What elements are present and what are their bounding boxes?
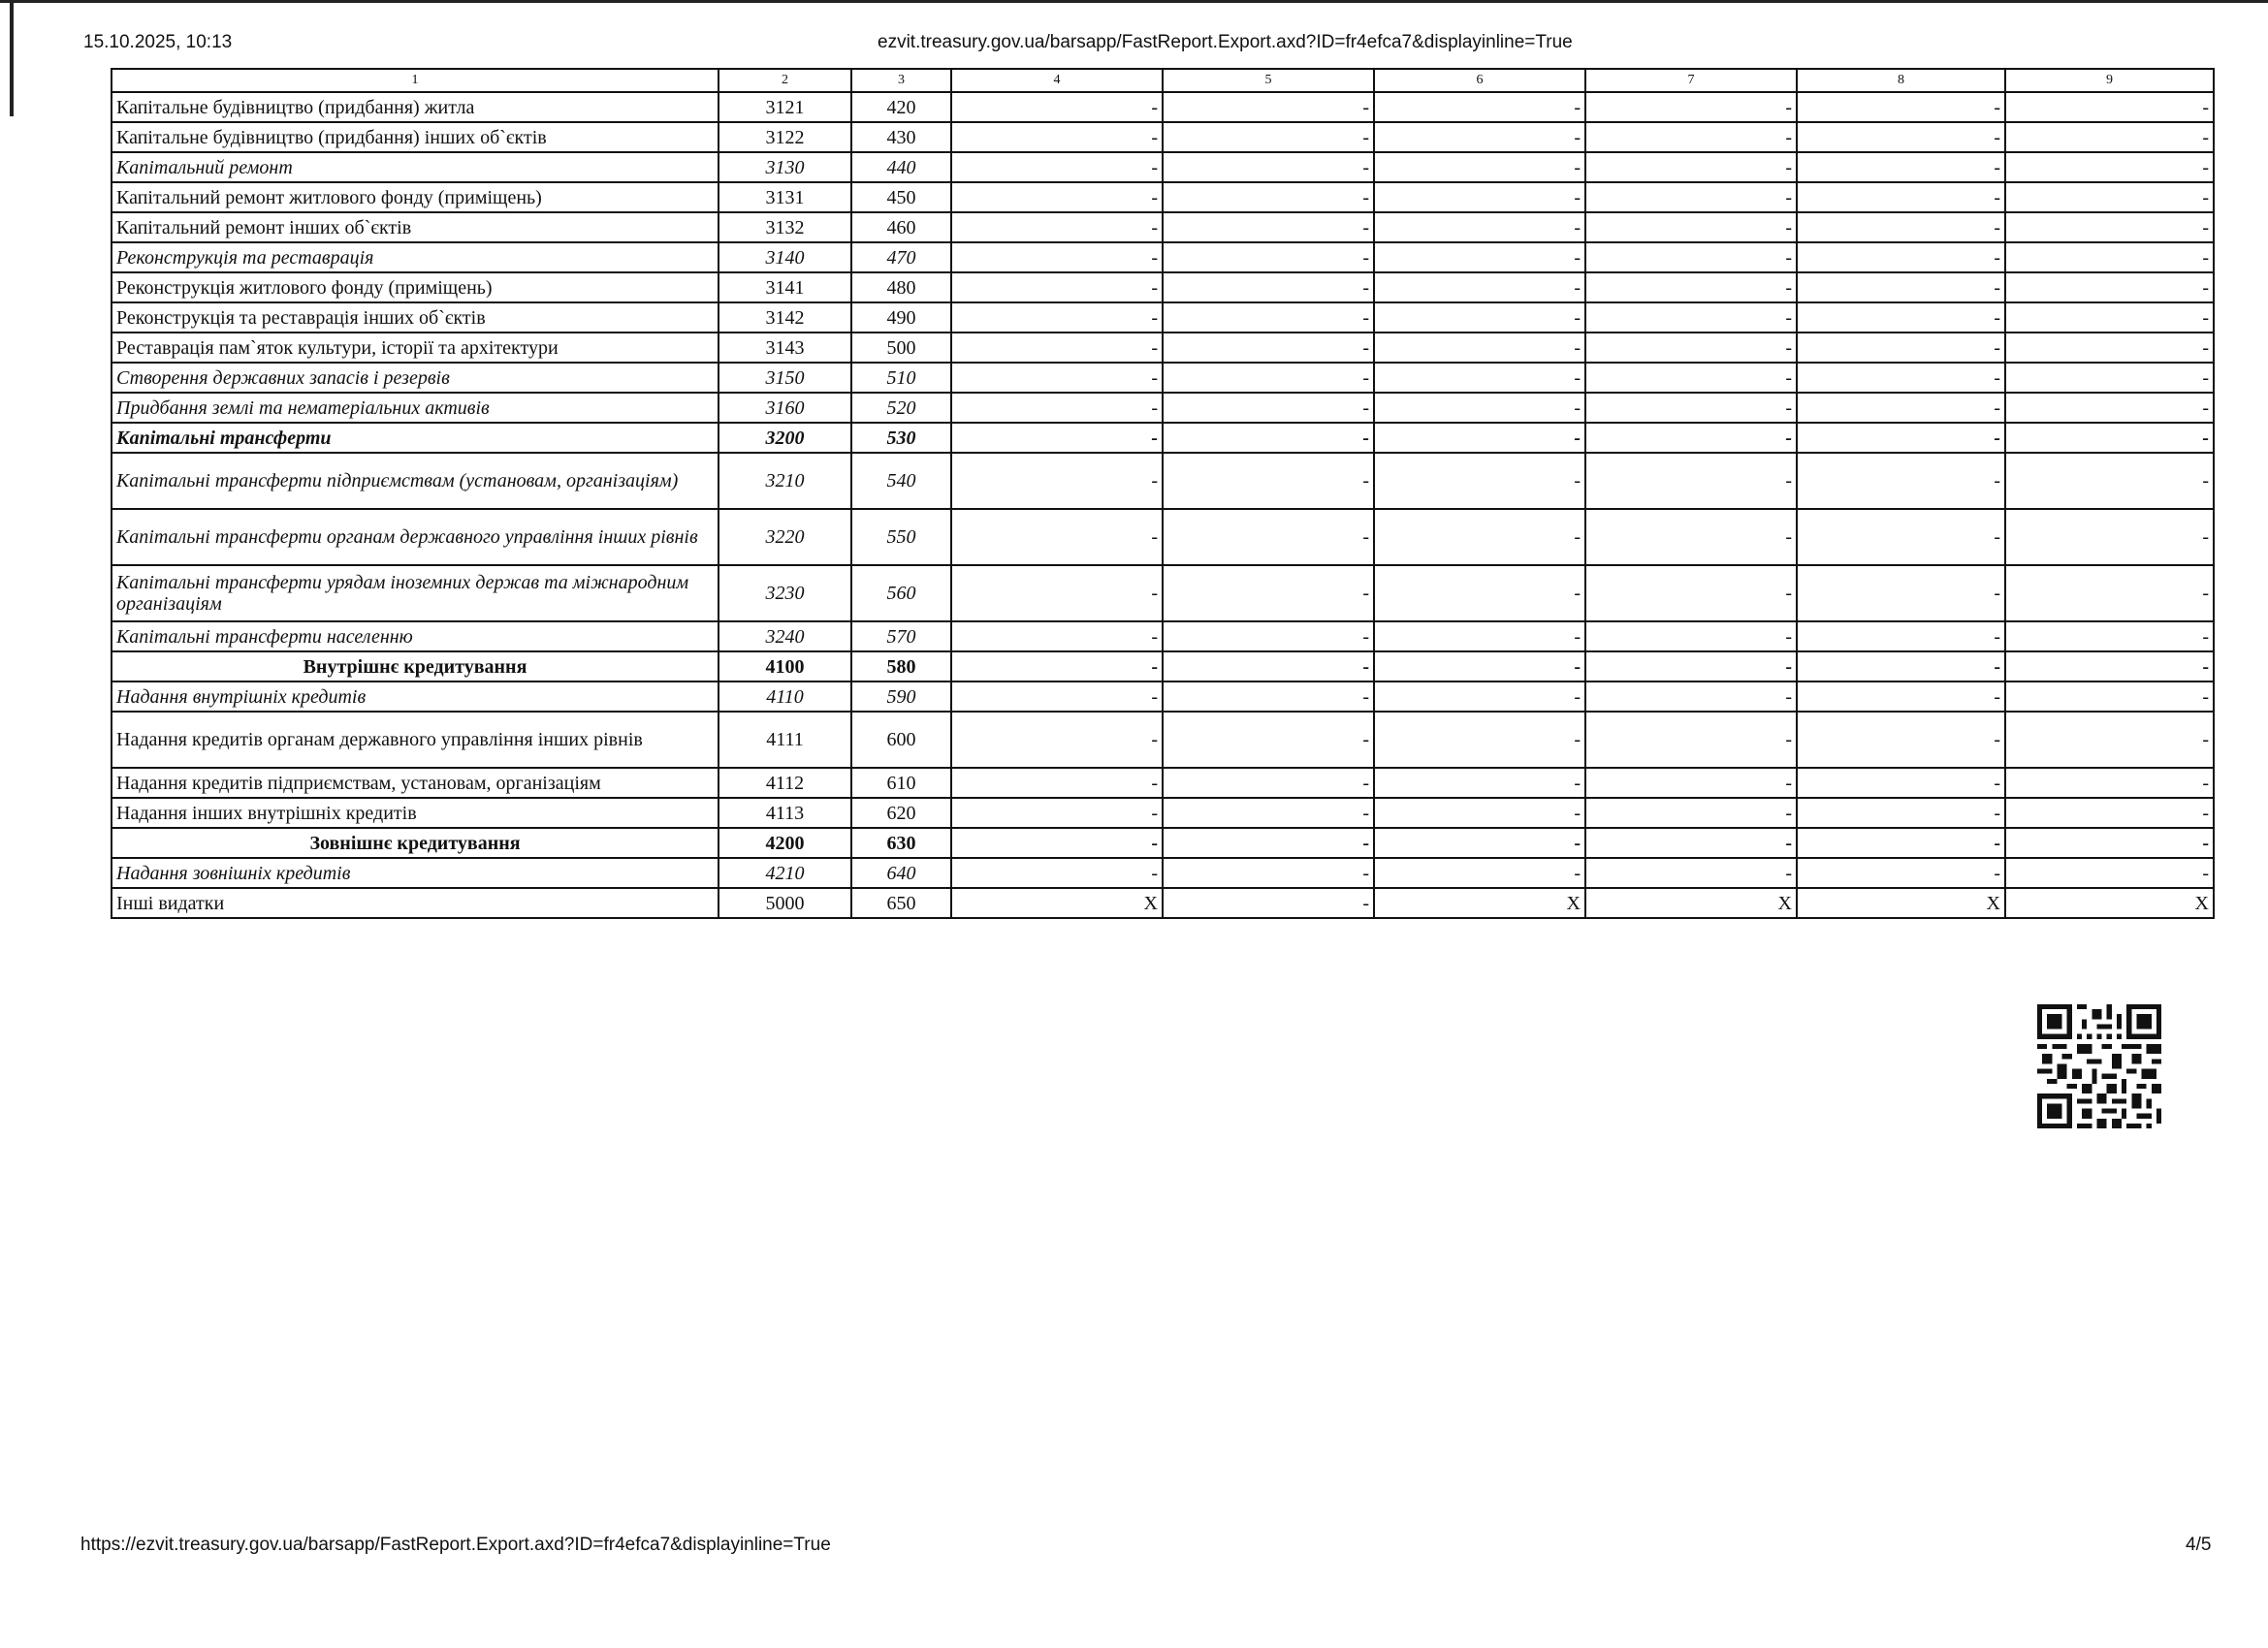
value-cell: - — [1585, 122, 1797, 152]
value-cell: - — [2005, 828, 2214, 858]
value-cell: - — [2005, 453, 2214, 509]
value-cell: - — [951, 858, 1163, 888]
table-row — [112, 681, 2214, 712]
value-cell: - — [2005, 272, 2214, 302]
value-cell: - — [1797, 122, 2005, 152]
value-cell: - — [1374, 712, 1585, 768]
value-cell: - — [1163, 453, 1374, 509]
economic-code: 4200 — [719, 828, 851, 858]
value-cell: - — [1585, 333, 1797, 363]
row-label: Капітальні трансферти органам державного управління інших рівнів — [112, 509, 719, 565]
value-cell: - — [1163, 621, 1374, 651]
line-code: 580 — [851, 651, 951, 681]
column-number: 5 — [1163, 69, 1374, 92]
row-label: Реставрація пам`яток культури, історії та архітектури — [112, 333, 719, 363]
line-code: 620 — [851, 798, 951, 828]
economic-code: 3132 — [719, 212, 851, 242]
economic-code: 3141 — [719, 272, 851, 302]
table-row — [112, 768, 2214, 798]
table-row — [112, 363, 2214, 393]
value-cell: - — [1163, 182, 1374, 212]
economic-code: 3122 — [719, 122, 851, 152]
value-cell: - — [1797, 509, 2005, 565]
value-cell: - — [1163, 272, 1374, 302]
value-cell: - — [1585, 798, 1797, 828]
value-cell: - — [1585, 92, 1797, 122]
value-cell: - — [1585, 453, 1797, 509]
value-cell: - — [1374, 333, 1585, 363]
table-row — [112, 509, 2214, 565]
value-cell: - — [2005, 423, 2214, 453]
line-code: 600 — [851, 712, 951, 768]
line-code: 610 — [851, 768, 951, 798]
column-number: 7 — [1585, 69, 1797, 92]
value-cell: - — [951, 565, 1163, 621]
line-code: 530 — [851, 423, 951, 453]
row-label: Надання кредитів підприємствам, установам, організаціям — [112, 768, 719, 798]
column-number: 1 — [112, 69, 719, 92]
value-cell: - — [1374, 509, 1585, 565]
table-row — [112, 712, 2214, 768]
value-cell: - — [1374, 768, 1585, 798]
value-cell: - — [1797, 768, 2005, 798]
value-cell: - — [951, 272, 1163, 302]
economic-code: 3131 — [719, 182, 851, 212]
table-row — [112, 122, 2214, 152]
value-cell: - — [1374, 302, 1585, 333]
row-label: Надання кредитів органам державного управління інших рівнів — [112, 712, 719, 768]
value-cell: - — [1797, 453, 2005, 509]
value-cell: - — [1374, 363, 1585, 393]
column-number: 9 — [2005, 69, 2214, 92]
value-cell: - — [951, 302, 1163, 333]
value-cell: - — [2005, 651, 2214, 681]
value-cell: - — [1374, 122, 1585, 152]
value-cell: X — [1374, 888, 1585, 918]
line-code: 480 — [851, 272, 951, 302]
value-cell: - — [1163, 242, 1374, 272]
economic-code: 3160 — [719, 393, 851, 423]
value-cell: - — [1797, 423, 2005, 453]
value-cell: - — [951, 509, 1163, 565]
economic-code: 3240 — [719, 621, 851, 651]
value-cell: - — [1374, 182, 1585, 212]
value-cell: - — [1163, 681, 1374, 712]
row-label: Реконструкція житлового фонду (приміщень) — [112, 272, 719, 302]
footer-url: https://ezvit.treasury.gov.ua/barsapp/FastReport.Export.axd?ID=fr4efca7&displayinline=True — [80, 1535, 831, 1555]
value-cell: - — [951, 621, 1163, 651]
value-cell: - — [1797, 302, 2005, 333]
value-cell: - — [1163, 423, 1374, 453]
value-cell: - — [1163, 302, 1374, 333]
column-number: 4 — [951, 69, 1163, 92]
value-cell: - — [1797, 363, 2005, 393]
economic-code: 4112 — [719, 768, 851, 798]
value-cell: - — [1163, 888, 1374, 918]
value-cell: - — [1797, 333, 2005, 363]
value-cell: - — [1797, 565, 2005, 621]
value-cell: - — [951, 363, 1163, 393]
row-label: Створення державних запасів і резервів — [112, 363, 719, 393]
value-cell: - — [951, 212, 1163, 242]
value-cell: - — [1163, 363, 1374, 393]
value-cell: - — [1585, 302, 1797, 333]
row-label: Капітальний ремонт житлового фонду (приміщень) — [112, 182, 719, 212]
economic-code: 4210 — [719, 858, 851, 888]
value-cell: - — [1585, 651, 1797, 681]
value-cell: - — [1163, 651, 1374, 681]
value-cell: - — [951, 92, 1163, 122]
value-cell: - — [951, 122, 1163, 152]
value-cell: - — [2005, 302, 2214, 333]
table-row — [112, 242, 2214, 272]
value-cell: - — [1797, 152, 2005, 182]
value-cell: - — [951, 333, 1163, 363]
value-cell: - — [1585, 712, 1797, 768]
economic-code: 3200 — [719, 423, 851, 453]
value-cell: - — [1585, 393, 1797, 423]
header-url: ezvit.treasury.gov.ua/barsapp/FastReport.Export.axd?ID=fr4efca7&displayinline=True — [878, 32, 1573, 52]
value-cell: - — [2005, 92, 2214, 122]
economic-code: 5000 — [719, 888, 851, 918]
table-row — [112, 182, 2214, 212]
value-cell: - — [1797, 92, 2005, 122]
value-cell: - — [1797, 212, 2005, 242]
line-code: 520 — [851, 393, 951, 423]
table-row — [112, 272, 2214, 302]
table-row — [112, 423, 2214, 453]
table-row — [112, 621, 2214, 651]
economic-code: 4113 — [719, 798, 851, 828]
value-cell: - — [1585, 212, 1797, 242]
value-cell: - — [1585, 423, 1797, 453]
value-cell: - — [1797, 798, 2005, 828]
value-cell: - — [1374, 681, 1585, 712]
row-label: Капітальні трансферти підприємствам (установам, організаціям) — [112, 453, 719, 509]
value-cell: - — [1374, 798, 1585, 828]
value-cell: - — [1797, 621, 2005, 651]
value-cell: - — [1163, 828, 1374, 858]
value-cell: - — [1585, 182, 1797, 212]
value-cell: - — [951, 768, 1163, 798]
value-cell: - — [1585, 272, 1797, 302]
row-label: Капітальний ремонт інших об`єктів — [112, 212, 719, 242]
column-number: 8 — [1797, 69, 2005, 92]
line-code: 440 — [851, 152, 951, 182]
line-code: 470 — [851, 242, 951, 272]
economic-code: 3142 — [719, 302, 851, 333]
column-number: 6 — [1374, 69, 1585, 92]
value-cell: - — [951, 182, 1163, 212]
value-cell: - — [2005, 122, 2214, 152]
value-cell: - — [1585, 152, 1797, 182]
value-cell: - — [1374, 858, 1585, 888]
value-cell: - — [1163, 152, 1374, 182]
value-cell: - — [1585, 768, 1797, 798]
economic-code: 4111 — [719, 712, 851, 768]
line-code: 550 — [851, 509, 951, 565]
page-number: 4/5 — [2186, 1535, 2212, 1555]
value-cell: - — [1797, 272, 2005, 302]
table-row — [112, 888, 2214, 918]
line-code: 510 — [851, 363, 951, 393]
line-code: 490 — [851, 302, 951, 333]
row-label: Капітальні трансферти — [112, 423, 719, 453]
expenditure-table — [111, 68, 2215, 919]
value-cell: - — [1797, 651, 2005, 681]
line-code: 500 — [851, 333, 951, 363]
value-cell: - — [1374, 272, 1585, 302]
column-number: 3 — [851, 69, 951, 92]
value-cell: - — [951, 798, 1163, 828]
value-cell: - — [1585, 509, 1797, 565]
value-cell: - — [2005, 798, 2214, 828]
value-cell: - — [1585, 565, 1797, 621]
row-label: Придбання землі та нематеріальних активів — [112, 393, 719, 423]
value-cell: - — [1374, 651, 1585, 681]
value-cell: - — [2005, 509, 2214, 565]
economic-code: 3220 — [719, 509, 851, 565]
economic-code: 3130 — [719, 152, 851, 182]
value-cell: - — [951, 681, 1163, 712]
line-code: 560 — [851, 565, 951, 621]
value-cell: - — [2005, 621, 2214, 651]
economic-code: 3140 — [719, 242, 851, 272]
value-cell: - — [2005, 333, 2214, 363]
value-cell: - — [1163, 712, 1374, 768]
row-label: Капітальне будівництво (придбання) житла — [112, 92, 719, 122]
value-cell: - — [1585, 621, 1797, 651]
value-cell: - — [951, 453, 1163, 509]
value-cell: X — [1585, 888, 1797, 918]
value-cell: - — [2005, 363, 2214, 393]
value-cell: - — [1163, 768, 1374, 798]
value-cell: - — [1585, 681, 1797, 712]
value-cell: - — [1797, 242, 2005, 272]
value-cell: - — [951, 393, 1163, 423]
value-cell: - — [1163, 509, 1374, 565]
table-row — [112, 453, 2214, 509]
value-cell: - — [1163, 92, 1374, 122]
value-cell: - — [1585, 242, 1797, 272]
economic-code: 3121 — [719, 92, 851, 122]
line-code: 640 — [851, 858, 951, 888]
line-code: 650 — [851, 888, 951, 918]
table-row — [112, 212, 2214, 242]
line-code: 570 — [851, 621, 951, 651]
value-cell: - — [1374, 393, 1585, 423]
table-row — [112, 651, 2214, 681]
value-cell: - — [1163, 393, 1374, 423]
value-cell: - — [951, 423, 1163, 453]
value-cell: - — [2005, 152, 2214, 182]
line-code: 590 — [851, 681, 951, 712]
value-cell: - — [1163, 798, 1374, 828]
value-cell: - — [2005, 182, 2214, 212]
economic-code: 3230 — [719, 565, 851, 621]
row-label: Реконструкція та реставрація — [112, 242, 719, 272]
line-code: 450 — [851, 182, 951, 212]
row-label: Капітальні трансферти населенню — [112, 621, 719, 651]
table-row — [112, 393, 2214, 423]
table-row — [112, 333, 2214, 363]
qr-code-image — [2037, 1004, 2161, 1128]
table-row — [112, 565, 2214, 621]
value-cell: - — [2005, 242, 2214, 272]
value-cell: - — [2005, 858, 2214, 888]
line-code: 540 — [851, 453, 951, 509]
value-cell: - — [1797, 858, 2005, 888]
value-cell: - — [951, 152, 1163, 182]
value-cell: - — [1797, 712, 2005, 768]
value-cell: - — [1374, 828, 1585, 858]
row-label: Надання зовнішніх кредитів — [112, 858, 719, 888]
row-label: Зовнішнє кредитування — [112, 828, 719, 858]
value-cell: X — [2005, 888, 2214, 918]
value-cell: X — [951, 888, 1163, 918]
value-cell: - — [1374, 565, 1585, 621]
value-cell: - — [1374, 423, 1585, 453]
value-cell: X — [1797, 888, 2005, 918]
economic-code: 3150 — [719, 363, 851, 393]
value-cell: - — [2005, 768, 2214, 798]
value-cell: - — [1163, 122, 1374, 152]
row-label: Капітальне будівництво (придбання) інших об`єктів — [112, 122, 719, 152]
value-cell: - — [2005, 681, 2214, 712]
economic-code: 4110 — [719, 681, 851, 712]
value-cell: - — [2005, 712, 2214, 768]
value-cell: - — [1163, 858, 1374, 888]
table-row — [112, 302, 2214, 333]
row-label: Надання інших внутрішніх кредитів — [112, 798, 719, 828]
column-number-row — [112, 69, 2214, 92]
value-cell: - — [951, 712, 1163, 768]
value-cell: - — [1797, 393, 2005, 423]
value-cell: - — [2005, 393, 2214, 423]
value-cell: - — [1163, 212, 1374, 242]
economic-code: 3210 — [719, 453, 851, 509]
row-label: Капітальні трансферти урядам іноземних держав та міжнародним організаціям — [112, 565, 719, 621]
row-label: Надання внутрішніх кредитів — [112, 681, 719, 712]
row-label: Реконструкція та реставрація інших об`єктів — [112, 302, 719, 333]
value-cell: - — [951, 651, 1163, 681]
value-cell: - — [1585, 858, 1797, 888]
row-label: Капітальний ремонт — [112, 152, 719, 182]
value-cell: - — [2005, 212, 2214, 242]
value-cell: - — [951, 828, 1163, 858]
value-cell: - — [951, 242, 1163, 272]
table-row — [112, 92, 2214, 122]
economic-code: 4100 — [719, 651, 851, 681]
line-code: 460 — [851, 212, 951, 242]
line-code: 420 — [851, 92, 951, 122]
value-cell: - — [1797, 828, 2005, 858]
economic-code: 3143 — [719, 333, 851, 363]
table-row — [112, 858, 2214, 888]
table-row — [112, 828, 2214, 858]
value-cell: - — [1374, 212, 1585, 242]
value-cell: - — [1585, 828, 1797, 858]
line-code: 630 — [851, 828, 951, 858]
print-datetime: 15.10.2025, 10:13 — [83, 32, 233, 52]
table-row — [112, 152, 2214, 182]
scan-edge-mark — [10, 0, 14, 116]
row-label: Інші видатки — [112, 888, 719, 918]
top-border-line — [0, 0, 2268, 3]
value-cell: - — [1374, 242, 1585, 272]
line-code: 430 — [851, 122, 951, 152]
value-cell: - — [1374, 621, 1585, 651]
table-row — [112, 798, 2214, 828]
value-cell: - — [1374, 453, 1585, 509]
value-cell: - — [1163, 565, 1374, 621]
row-label: Внутрішнє кредитування — [112, 651, 719, 681]
value-cell: - — [2005, 565, 2214, 621]
value-cell: - — [1585, 363, 1797, 393]
value-cell: - — [1163, 333, 1374, 363]
column-number: 2 — [719, 69, 851, 92]
value-cell: - — [1797, 182, 2005, 212]
value-cell: - — [1797, 681, 2005, 712]
value-cell: - — [1374, 92, 1585, 122]
value-cell: - — [1374, 152, 1585, 182]
